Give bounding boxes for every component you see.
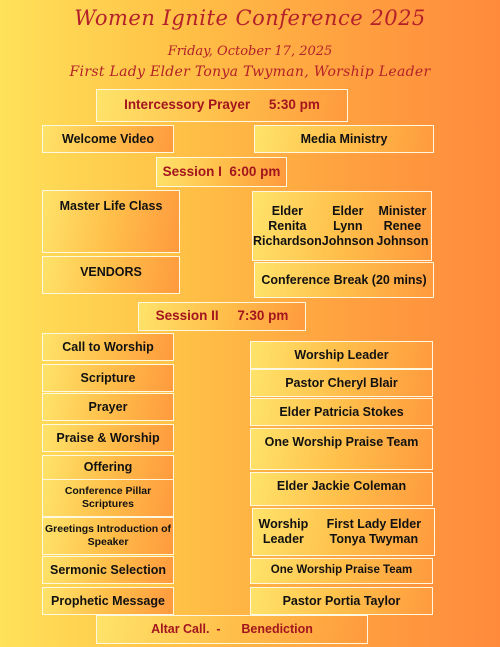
program-item-pillar-scriptures: Conference Pillar Scriptures xyxy=(42,479,174,517)
leader-name: First Lady Elder Tonya Twyman xyxy=(326,517,422,546)
speaker-name: Elder Renita Richardson xyxy=(253,203,322,248)
leader-worship-leader: Worship Leader xyxy=(250,341,433,369)
leader-patricia-stokes: Elder Patricia Stokes xyxy=(250,398,433,426)
program-item-offering: Offering xyxy=(42,455,174,480)
event-date: Friday, October 17, 2025 xyxy=(167,44,333,59)
intercessory-prayer-banner: Intercessory Prayer 5:30 pm xyxy=(96,89,348,122)
welcome-video-box: Welcome Video xyxy=(42,125,174,153)
session-2-banner: Session II 7:30 pm xyxy=(138,302,306,331)
altar-call-banner: Altar Call. - Benediction xyxy=(96,615,368,644)
media-ministry-box: Media Ministry xyxy=(254,125,434,153)
program-item-call-to-worship: Call to Worship xyxy=(42,333,174,361)
program-item-scripture: Scripture xyxy=(42,364,174,392)
conference-title: Women Ignite Conference 2025 xyxy=(74,6,426,30)
leader-cheryl-blair: Pastor Cheryl Blair xyxy=(250,369,433,397)
leader-worship-leader-twyman xyxy=(252,508,435,556)
session-1-banner: Session I 6:00 pm xyxy=(156,157,287,187)
leader-jackie-coleman: Elder Jackie Coleman xyxy=(250,472,433,506)
leader-role: Worship Leader xyxy=(258,517,309,546)
speaker-name: Minister Renee Johnson xyxy=(376,203,429,248)
program-item-prophetic-message: Prophetic Message xyxy=(42,587,174,615)
program-item-praise-worship: Praise & Worship xyxy=(42,424,174,452)
leader-praise-team: One Worship Praise Team xyxy=(250,428,433,470)
program-item-prayer: Prayer xyxy=(42,393,174,421)
program-item-greetings: Greetings Introduction of Speaker xyxy=(42,517,174,555)
conference-break-box: Conference Break (20 mins) xyxy=(254,262,434,298)
worship-leader-line: First Lady Elder Tonya Twyman, Worship Leader xyxy=(69,64,431,80)
speaker-name: Elder Lynn Johnson xyxy=(321,203,374,248)
program-item-sermonic-selection: Sermonic Selection xyxy=(42,556,174,584)
session-1-speakers-box xyxy=(252,191,432,261)
master-life-class-box: Master Life Class xyxy=(42,190,180,253)
leader-portia-taylor: Pastor Portia Taylor xyxy=(250,587,433,615)
vendors-box: VENDORS xyxy=(42,256,180,294)
leader-praise-team-2: One Worship Praise Team xyxy=(250,558,433,584)
